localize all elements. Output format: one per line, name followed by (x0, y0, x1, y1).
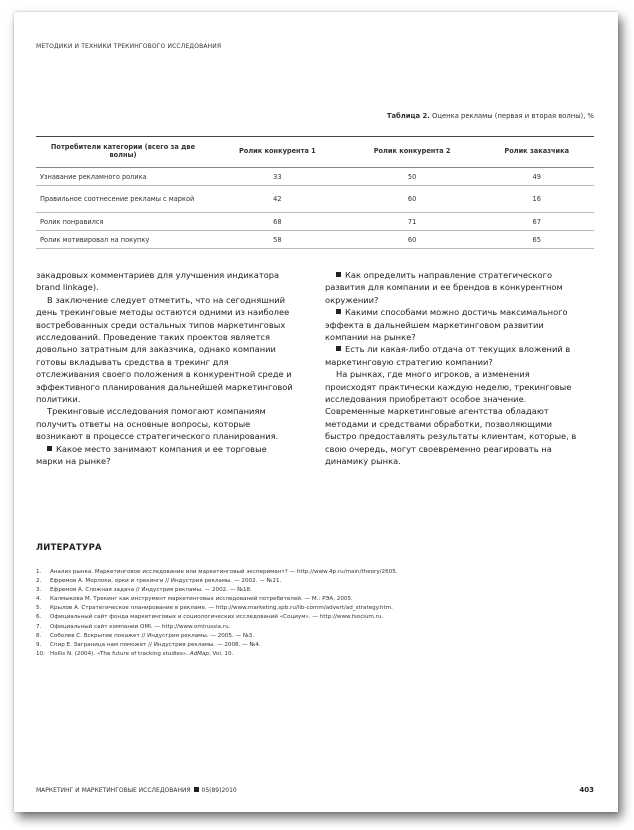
reference-tail: , Vol. 10. (208, 650, 234, 657)
reference-number: 5. (36, 605, 42, 612)
table-caption-label: Таблица 2. (386, 112, 430, 120)
reference-text: Спир Е. Заграница нам поможет // Индустрия рекламы. — 2008. — №4. (50, 641, 261, 648)
cell-value: 58 (210, 231, 345, 249)
table-header-row (36, 137, 594, 168)
reference-item (36, 623, 596, 632)
body-column-left (36, 269, 294, 468)
row-label: Ролик мотивировал на покупку (36, 231, 210, 249)
footer-issue: 05(89)2010 (201, 787, 237, 794)
cell-value: 67 (479, 213, 594, 231)
bullet-question (325, 269, 583, 306)
paragraph: На рынках, где много игроков, а изменения происходят практически каждую неделю, трекинговые исследования приобретают особое значение. Современные маркетинговые агентства обладают методами и средствами обработки, позволяющими быстро предоставлять результаты клиентам, которые, в свою очередь, могут своевременно реагировать на динамику рынка. (325, 369, 577, 467)
reference-item (36, 577, 596, 586)
cell-value: 33 (210, 168, 345, 186)
reference-text: Официальный сайт фонда маркетинговых и социологических исследований «Социум». — http://www.fsocium.ru. (50, 614, 384, 621)
bullet-square-icon (336, 309, 341, 314)
body-column-right (325, 269, 583, 468)
cell-value: 65 (479, 231, 594, 249)
row-label: Правильное соотнесение рекламы с маркой (36, 186, 210, 213)
cell-value: 42 (210, 186, 345, 213)
bullet-square-icon (47, 446, 52, 451)
reference-number: 7. (36, 623, 42, 630)
reference-text: Крылов А. Стратегическое планирование в рекламе. — http://www.marketing.spb.ru/lib-comm/advert/ad_strategy.htm. (50, 605, 393, 612)
reference-text: Ефремов А. Сложная задача // Индустрия рекламы. — 2002. — №18. (50, 587, 252, 594)
reference-text: Ефремов А. Морлоки, орки и трекинги // Индустрия рекламы. — 2002. — №21. (50, 578, 282, 585)
reference-number: 9. (36, 641, 42, 648)
table-header-client: Ролик заказчика (479, 137, 594, 168)
reference-number: 3. (36, 587, 42, 594)
bullet-text: Какое место занимают компания и ее торговые марки на рынке? (36, 443, 267, 467)
bullet-text: Какими способами можно достичь максимального эффекта в дальнейшем маркетинговом развитии компании на рынке? (325, 307, 568, 343)
bullet-text: Есть ли какая-либо отдача от текущих вложений в маркетинговую стратегию компании? (325, 344, 571, 367)
bullet-question (325, 343, 583, 368)
reference-number: 4. (36, 596, 42, 603)
literature-heading: ЛИТЕРАТУРА (36, 542, 102, 552)
reference-text: Соболев С. Вскрытие покажет // Индустрия рекламы. — 2005. — №3. (50, 632, 255, 639)
bullet-text: Как определить направление стратегического развития для компании и ее брендов в конкурентном окружении? (325, 270, 563, 305)
reference-text: Hollis N. (2004). «The future of tracking studies». (50, 650, 188, 657)
bullet-question (36, 443, 294, 468)
reference-text: Официальный сайт компании OMI. — http://www.omirussia.ru. (50, 623, 231, 630)
bullet-square-icon (336, 272, 341, 277)
reference-item (36, 586, 596, 595)
reference-number: 8. (36, 632, 42, 639)
row-label: Узнавание рекламного ролика (36, 168, 210, 186)
reference-journal: AdMap (189, 650, 209, 657)
reference-number: 2. (36, 578, 42, 585)
paragraph: Трекинговые исследования помогают компаниям получить ответы на основные вопросы, которые возникают в процессе стратегического планирования. (36, 406, 279, 442)
reference-item (36, 568, 596, 577)
bullet-question (325, 306, 583, 343)
table-row (36, 168, 594, 186)
footer-journal: МАРКЕТИНГ И МАРКЕТИНГОВЫЕ ИССЛЕДОВАНИЯ (36, 787, 191, 794)
ad-evaluation-table (36, 136, 594, 249)
bullet-square-icon (336, 346, 341, 351)
running-head: МЕТОДИКИ И ТЕХНИКИ ТРЕКИНГОВОГО ИССЛЕДОВАНИЯ (36, 43, 222, 50)
cell-value: 71 (345, 213, 480, 231)
cell-value: 60 (345, 231, 480, 249)
reference-item (36, 632, 596, 641)
reference-text: Калмыкова М. Трекинг как инструмент маркетинговых исследований потребителей. — М.: РЭА, 2005. (50, 596, 353, 603)
table-header-category: Потребители категории (всего за две волны) (36, 137, 210, 168)
page-sheet (14, 12, 618, 812)
reference-number: 10. (36, 650, 45, 657)
paragraph: закадровых комментариев для улучшения индикатора brand linkage). (36, 270, 280, 293)
table-header-competitor-1: Ролик конкурента 1 (210, 137, 345, 168)
table-row (36, 231, 594, 249)
cell-value: 50 (345, 168, 480, 186)
footer (36, 787, 237, 794)
reference-list (36, 568, 596, 659)
footer-square-icon (194, 787, 199, 792)
reference-number: 1. (36, 569, 42, 575)
reference-item (36, 604, 596, 613)
reference-text: Анализ рынка. Маркетинговое исследование или маркетинговый эксперимент? — http://www.4p.ru/main/theory/2605. (50, 569, 398, 575)
reference-item (36, 650, 596, 659)
table-caption (387, 112, 594, 120)
row-label: Ролик понравился (36, 213, 210, 231)
cell-value: 60 (345, 186, 480, 213)
cell-value: 16 (479, 186, 594, 213)
table-header-competitor-2: Ролик конкурента 2 (345, 137, 480, 168)
table-row (36, 186, 594, 213)
cell-value: 68 (210, 213, 345, 231)
paragraph: В заключение следует отметить, что на сегодняшний день трекинговые методы остаются одними из наиболее востребованных среди остальных типов маркетинговых исследований. Проведение таких проектов является довольно затратным для заказчика, однако компании готовы вкладывать средства в трекинг для отслеживания своего положения в конкурентной среде и эффективного планирования дальнейшей маркетинговой политики. (36, 294, 293, 405)
reference-item (36, 641, 596, 650)
reference-item (36, 595, 596, 604)
table-row (36, 213, 594, 231)
reference-item (36, 613, 596, 622)
reference-number: 6. (36, 614, 42, 621)
cell-value: 49 (479, 168, 594, 186)
table-caption-text: Оценка рекламы (первая и вторая волны), % (432, 112, 594, 120)
page-number: 403 (579, 786, 594, 794)
